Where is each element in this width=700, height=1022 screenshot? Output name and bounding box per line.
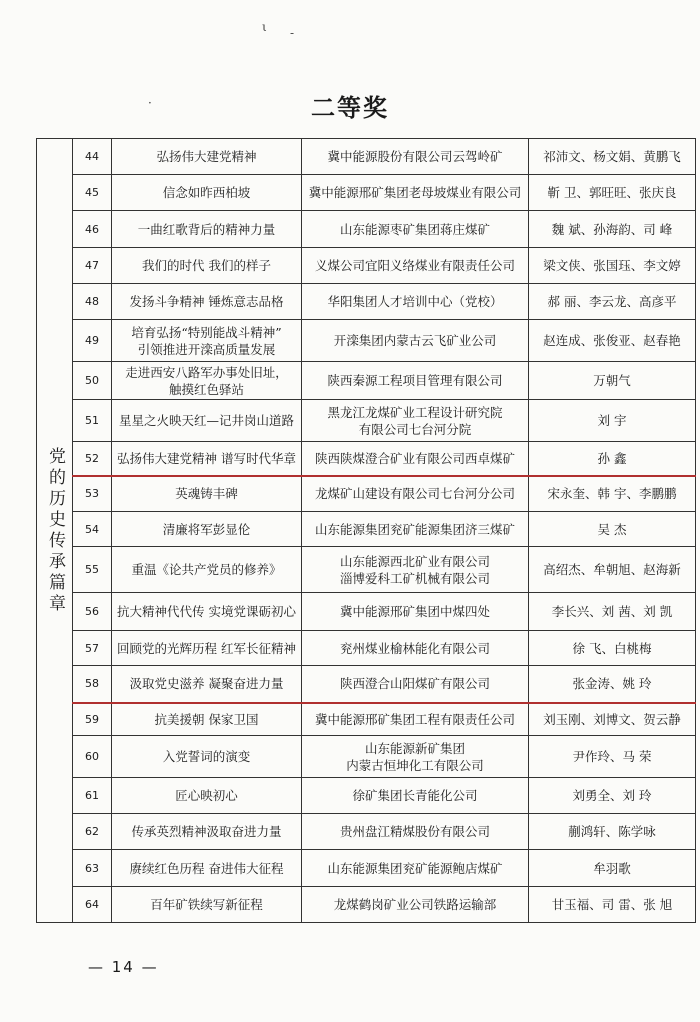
table-row — [37, 887, 696, 923]
table-row — [37, 631, 696, 666]
unit-name: 山东能源新矿集团 — [364, 740, 465, 756]
row-number: 60 — [73, 736, 112, 778]
work-title: 百年矿铁续写新征程 — [150, 897, 263, 912]
unit-name: 黑龙江龙煤矿业工程设计研究院 — [327, 404, 503, 420]
row-number: 54 — [73, 512, 112, 547]
work-title-cell — [112, 139, 302, 175]
work-title: 弘扬伟大建党精神 — [156, 149, 257, 164]
table-row — [37, 778, 696, 814]
authors-cell: 牟羽歌 — [529, 850, 696, 887]
scan-mark: ι — [262, 20, 267, 34]
authors-cell: 张金涛、姚 玲 — [529, 666, 696, 703]
table-row — [37, 736, 696, 778]
table-row — [37, 814, 696, 850]
unit-name: 龙煤矿山建设有限公司七台河分公司 — [314, 486, 515, 502]
authors-cell: 梁文侠、张国珏、李文婷 — [529, 248, 696, 284]
authors-cell: 孙 鑫 — [529, 442, 696, 476]
work-title: 赓续红色历程 奋进伟大征程 — [129, 860, 284, 876]
unit-name: 淄博爱科工矿机械有限公司 — [339, 570, 490, 586]
unit-name: 冀中能源邢矿集团工程有限责任公司 — [314, 711, 515, 727]
unit-name: 山东能源集团兖矿能源鲍店煤矿 — [327, 860, 503, 876]
row-number: 46 — [73, 211, 112, 248]
unit-name: 内蒙古恒坤化工有限公司 — [346, 757, 484, 773]
authors-cell: 尹作玲、马 荣 — [529, 736, 696, 778]
table-row — [37, 593, 696, 631]
unit-name: 义煤公司宜阳义络煤业有限责任公司 — [314, 258, 515, 273]
row-number: 58 — [73, 666, 112, 703]
work-title-cell — [112, 284, 302, 320]
row-number: 52 — [73, 442, 112, 476]
work-title: 汲取党史滋养 凝聚奋进力量 — [129, 676, 284, 692]
table-row — [37, 175, 696, 211]
unit-name: 有限公司七台河分院 — [358, 421, 472, 437]
work-title-cell — [112, 593, 302, 631]
unit-cell — [302, 593, 529, 631]
row-number: 64 — [73, 887, 112, 923]
authors-cell: 宋永奎、韩 宇、李鹏鹏 — [529, 476, 696, 512]
unit-cell — [302, 547, 529, 593]
row-number: 61 — [73, 778, 112, 814]
row-number: 59 — [73, 703, 112, 736]
page-number: — 14 — — [88, 958, 159, 976]
unit-name: 冀中能源股份有限公司云驾岭矿 — [327, 149, 503, 164]
work-title-cell — [112, 778, 302, 814]
work-title: 传承英烈精神汲取奋进力量 — [131, 824, 282, 839]
work-title: 清廉将军彭显伦 — [162, 521, 251, 537]
work-title: 星星之火映天红—记井岗山道路 — [118, 413, 294, 428]
work-title-cell — [112, 442, 302, 476]
work-title: 抗美援朝 保家卫国 — [154, 711, 259, 727]
work-title: 我们的时代 我们的样子 — [142, 258, 271, 273]
work-title: 回顾党的光辉历程 红军长征精神 — [117, 640, 296, 656]
unit-name: 徐矿集团长青能化公司 — [352, 788, 478, 803]
table-row — [37, 547, 696, 593]
row-number: 55 — [73, 547, 112, 593]
unit-cell — [302, 476, 529, 512]
unit-name: 开滦集团内蒙古云飞矿业公司 — [333, 333, 497, 348]
authors-cell: 魏 斌、孙海韵、司 峰 — [529, 211, 696, 248]
authors-cell: 刘玉刚、刘博文、贺云静 — [529, 703, 696, 736]
unit-cell — [302, 814, 529, 850]
row-number: 51 — [73, 400, 112, 442]
row-number: 53 — [73, 476, 112, 512]
authors-cell: 刘勇全、刘 玲 — [529, 778, 696, 814]
unit-name: 山东能源集团兖矿能源集团济三煤矿 — [314, 521, 515, 537]
work-title-cell — [112, 703, 302, 736]
work-title: 引领推进开滦高质量发展 — [137, 341, 276, 357]
table-row — [37, 248, 696, 284]
work-title-cell — [112, 362, 302, 400]
authors-cell: 甘玉福、司 雷、张 旭 — [529, 887, 696, 923]
unit-name: 冀中能源邢矿集团中煤四处 — [339, 604, 490, 619]
work-title-cell — [112, 547, 302, 593]
authors-cell: 刘 宇 — [529, 400, 696, 442]
authors-cell: 靳 卫、郭旺旺、张庆良 — [529, 175, 696, 211]
table-row — [37, 476, 696, 512]
row-number: 45 — [73, 175, 112, 211]
table-row — [37, 284, 696, 320]
row-number: 63 — [73, 850, 112, 887]
category-cell — [37, 139, 73, 923]
work-title-cell — [112, 211, 302, 248]
unit-cell — [302, 284, 529, 320]
work-title: 培育弘扬“特别能战斗精神” — [131, 324, 282, 340]
work-title-cell — [112, 248, 302, 284]
table-row — [37, 850, 696, 887]
authors-cell: 吴 杰 — [529, 512, 696, 547]
table-row — [37, 211, 696, 248]
table-row — [37, 666, 696, 703]
work-title-cell — [112, 512, 302, 547]
table-row — [37, 703, 696, 736]
row-number: 56 — [73, 593, 112, 631]
work-title-cell — [112, 631, 302, 666]
scan-mark: - — [290, 26, 295, 40]
table-row — [37, 512, 696, 547]
scan-mark: · — [148, 96, 152, 110]
table-row — [37, 320, 696, 362]
work-title: 弘扬伟大建党精神 谱写时代华章 — [117, 450, 296, 466]
unit-cell — [302, 778, 529, 814]
authors-cell: 郝 丽、李云龙、高彦平 — [529, 284, 696, 320]
table-row — [37, 139, 696, 175]
work-title-cell — [112, 736, 302, 778]
work-title-cell — [112, 850, 302, 887]
unit-name: 冀中能源邢矿集团老母坡煤业有限公司 — [308, 185, 522, 200]
authors-cell: 徐 飞、白桃梅 — [529, 631, 696, 666]
authors-cell: 祁沛文、杨文娟、黄鹏飞 — [529, 139, 696, 175]
unit-cell — [302, 631, 529, 666]
work-title: 触摸红色驿站 — [168, 381, 244, 397]
awards-table — [36, 138, 696, 923]
unit-cell — [302, 887, 529, 923]
table-row — [37, 400, 696, 442]
row-number: 57 — [73, 631, 112, 666]
unit-name: 陕西澄合山阳煤矿有限公司 — [339, 676, 490, 692]
unit-cell — [302, 175, 529, 211]
unit-cell — [302, 666, 529, 703]
authors-cell: 蒯鸿轩、陈学咏 — [529, 814, 696, 850]
unit-cell — [302, 320, 529, 362]
work-title: 匠心映初心 — [175, 788, 238, 803]
row-number: 49 — [73, 320, 112, 362]
unit-cell — [302, 400, 529, 442]
unit-cell — [302, 211, 529, 248]
work-title: 英魂铸丰碑 — [175, 486, 238, 502]
unit-cell — [302, 736, 529, 778]
unit-name: 山东能源枣矿集团蒋庄煤矿 — [339, 221, 490, 237]
unit-cell — [302, 248, 529, 284]
category-label: 党的历史传承篇章 — [45, 446, 65, 615]
work-title: 重温《论共产党员的修养》 — [131, 562, 282, 577]
unit-name: 华阳集团人才培训中心（党校） — [327, 294, 503, 309]
authors-cell: 李长兴、刘 茜、刘 凯 — [529, 593, 696, 631]
work-title-cell — [112, 476, 302, 512]
authors-cell: 赵连成、张俊亚、赵春艳 — [529, 320, 696, 362]
authors-cell: 万朝气 — [529, 362, 696, 400]
unit-name: 陕西陕煤澄合矿业有限公司西卓煤矿 — [314, 450, 515, 466]
unit-cell — [302, 703, 529, 736]
work-title: 入党誓词的演变 — [162, 749, 251, 764]
work-title-cell — [112, 400, 302, 442]
authors-cell: 高绍杰、牟朝旭、赵海新 — [529, 547, 696, 593]
work-title: 发扬斗争精神 锤炼意志品格 — [129, 294, 284, 309]
work-title-cell — [112, 666, 302, 703]
unit-name: 兖州煤业榆林能化有限公司 — [339, 640, 490, 656]
work-title-cell — [112, 887, 302, 923]
row-number: 44 — [73, 139, 112, 175]
work-title-cell — [112, 320, 302, 362]
table-row — [37, 362, 696, 400]
unit-cell — [302, 139, 529, 175]
work-title: 信念如昨西柏坡 — [162, 185, 251, 200]
row-number: 62 — [73, 814, 112, 850]
unit-name: 贵州盘江精煤股份有限公司 — [339, 824, 490, 839]
row-number: 47 — [73, 248, 112, 284]
work-title-cell — [112, 814, 302, 850]
awards-table-body — [37, 139, 696, 923]
work-title: 一曲红歌背后的精神力量 — [137, 221, 276, 237]
page-title: 二等奖 — [311, 93, 389, 122]
unit-cell — [302, 512, 529, 547]
work-title: 抗大精神代代传 实境党课砺初心 — [117, 604, 296, 619]
row-number: 50 — [73, 362, 112, 400]
row-number: 48 — [73, 284, 112, 320]
work-title-cell — [112, 175, 302, 211]
unit-cell — [302, 442, 529, 476]
work-title: 走进西安八路军办事处旧址， — [125, 364, 288, 380]
unit-name: 陕西秦源工程项目管理有限公司 — [327, 373, 503, 388]
unit-name: 山东能源西北矿业有限公司 — [339, 553, 490, 569]
unit-cell — [302, 850, 529, 887]
unit-cell — [302, 362, 529, 400]
unit-name: 龙煤鹤岗矿业公司铁路运输部 — [333, 897, 497, 912]
table-row — [37, 442, 696, 476]
